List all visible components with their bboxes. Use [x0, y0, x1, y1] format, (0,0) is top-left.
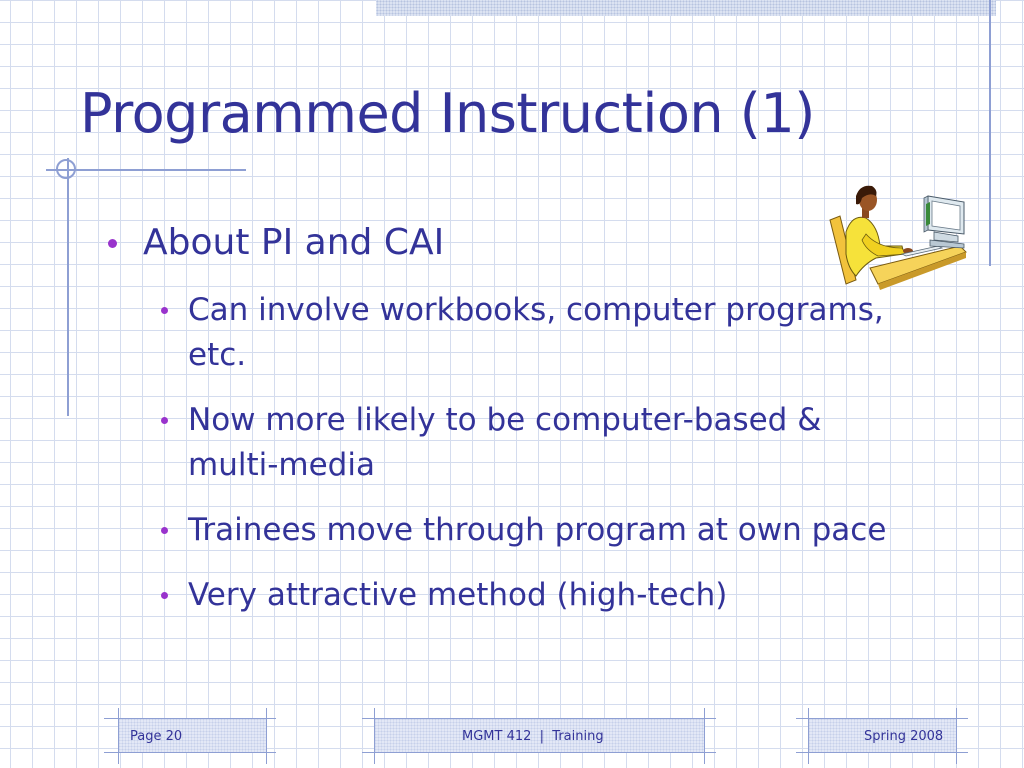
- bullet-dot-icon: [161, 307, 168, 314]
- footer-frame-line: [362, 752, 716, 753]
- footer-frame-line: [362, 718, 716, 719]
- main-bullet-text: About PI and CAI: [143, 222, 445, 263]
- footer-frame-line: [956, 708, 957, 764]
- footer-frame-line: [104, 752, 276, 753]
- footer-frame-line: [796, 752, 968, 753]
- bullet-dot-icon: [161, 417, 168, 424]
- sub-bullet-item: [158, 288, 918, 378]
- sub-bullet-item: [158, 508, 918, 553]
- footer-frame-line: [118, 708, 119, 764]
- footer-frame-line: [704, 708, 705, 764]
- sub-bullet-text: Very attractive method (high-tech): [188, 577, 728, 613]
- footer-frame-line: [808, 708, 809, 764]
- footer-term-label: Spring 2008: [864, 729, 944, 744]
- footer-frame-line: [796, 718, 968, 719]
- title-underline: [46, 169, 246, 171]
- sub-bullet-text: Trainees move through program at own pace: [188, 512, 887, 548]
- sub-bullet-list: [158, 288, 918, 638]
- footer-frame-line: [104, 718, 276, 719]
- left-decorative-line: [67, 158, 69, 416]
- footer-frame-line: [374, 708, 375, 764]
- right-decorative-line: [989, 0, 991, 266]
- sub-bullet-item: [158, 398, 918, 488]
- slide-title: Programmed Instruction (1): [80, 82, 815, 145]
- sub-bullet-text: Can involve workbooks, computer programs, etc.: [188, 292, 884, 373]
- footer-page-number: Page 20: [130, 729, 183, 744]
- sub-bullet-item: [158, 573, 918, 618]
- bullet-dot-icon: [161, 592, 168, 599]
- top-decorative-band: [376, 0, 996, 16]
- bullet-dot-icon: [108, 239, 117, 248]
- bullet-dot-icon: [161, 527, 168, 534]
- crosshair-icon: [56, 159, 76, 179]
- footer-frame-line: [266, 708, 267, 764]
- footer-course-label: MGMT 412 | Training: [462, 729, 604, 744]
- sub-bullet-text: Now more likely to be computer-based & multi-media: [188, 402, 822, 483]
- woman-at-computer-clipart: [826, 184, 976, 292]
